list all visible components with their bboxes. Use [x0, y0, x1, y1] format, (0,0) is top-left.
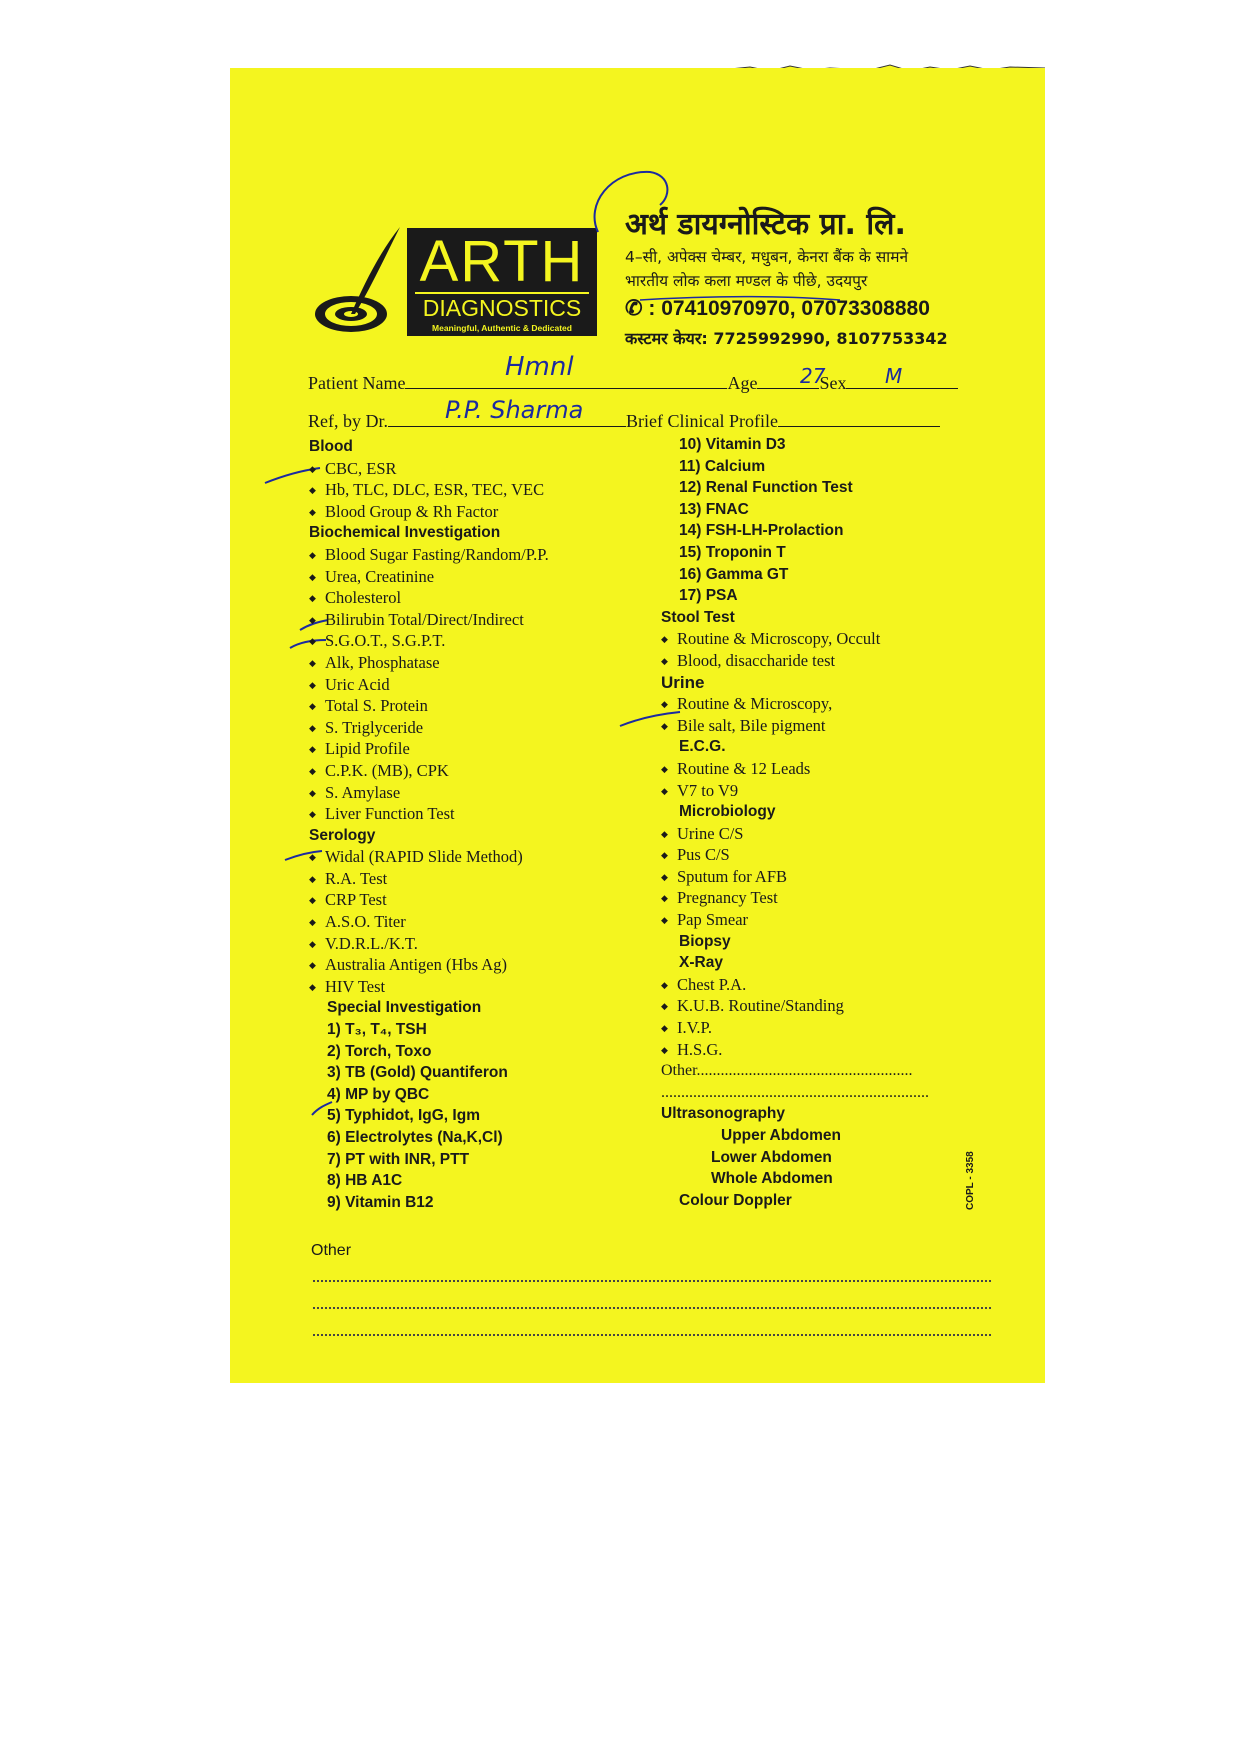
numbered-test[interactable]: 1) T₃, T₄, TSH — [327, 1021, 427, 1039]
test-item[interactable]: ◆ CRP Test — [309, 889, 629, 911]
numbered-test[interactable]: 4) MP by QBC — [327, 1085, 430, 1103]
numbered-test[interactable]: 11) Calcium — [679, 457, 766, 475]
numbered-test[interactable]: 13) FNAC — [679, 500, 749, 518]
ultrasound-item[interactable]: Upper Abdomen — [721, 1127, 841, 1144]
numbered-test[interactable]: 2) Torch, Toxo — [327, 1042, 432, 1060]
patient-name-label: Patient Name — [308, 373, 406, 393]
test-item[interactable]: ◆ Pus C/S — [661, 844, 991, 866]
sex-field[interactable] — [846, 370, 958, 389]
other-line-2[interactable] — [313, 1307, 991, 1309]
section-heading: Ultrasonography — [661, 1105, 786, 1123]
section-heading: Blood — [309, 438, 353, 455]
numbered-test[interactable]: 10) Vitamin D3 — [679, 436, 786, 453]
section-heading: Biopsy — [679, 932, 731, 950]
test-item[interactable]: ◆ C.P.K. (MB), CPK — [309, 760, 629, 782]
customer-care: कस्टमर केयर: 7725992990, 8107753342 — [625, 329, 948, 348]
section-heading: Special Investigation — [327, 999, 482, 1017]
numbered-test[interactable]: 8) HB A1C — [327, 1172, 403, 1190]
left-other-label — [311, 1242, 351, 1260]
numbered-test[interactable]: 15) Troponin T — [679, 543, 786, 561]
test-item[interactable]: ◆ Urea, Creatinine — [309, 566, 629, 588]
numbered-test[interactable]: 5) Typhidot, IgG, Igm — [327, 1107, 480, 1125]
numbered-test[interactable]: 16) Gamma GT — [679, 565, 789, 583]
test-item[interactable]: ◆ V7 to V9 — [661, 780, 991, 802]
test-item[interactable]: ◆ Bilirubin Total/Direct/Indirect — [309, 609, 629, 631]
test-item[interactable]: ◆ Total S. Protein — [309, 695, 629, 717]
sex-label: Sex — [819, 373, 847, 393]
other-line-1[interactable] — [313, 1280, 991, 1282]
patient-row — [308, 370, 958, 394]
test-item[interactable]: ◆ Routine & 12 Leads — [661, 758, 991, 780]
ref-doctor-label: Ref, by Dr. — [308, 411, 388, 431]
numbered-test[interactable]: 3) TB (Gold) Quantiferon — [327, 1064, 508, 1082]
test-item[interactable]: ◆ Cholesterol — [309, 587, 629, 609]
section-heading: X-Ray — [679, 954, 723, 972]
brand-name: ARTH — [419, 229, 585, 294]
right-test-list — [661, 434, 991, 1211]
test-item[interactable]: ◆ Urine C/S — [661, 823, 991, 845]
test-item[interactable]: ◆ Routine & Microscopy, — [661, 693, 991, 715]
brand-tagline: Meaningful, Authentic & Dedicated — [432, 323, 572, 333]
test-item[interactable]: ◆ Uric Acid — [309, 674, 629, 696]
section-heading: Stool Test — [661, 608, 735, 626]
test-item[interactable]: ◆ H.S.G. — [661, 1039, 991, 1061]
left-test-list — [309, 436, 629, 1213]
other-line-3[interactable] — [313, 1334, 991, 1336]
form-code: COPL - 3358 — [965, 1151, 976, 1210]
test-item[interactable]: ◆ K.U.B. Routine/Standing — [661, 995, 991, 1017]
ref-row — [308, 408, 940, 432]
handwritten-name: Hmnl — [505, 352, 574, 382]
section-heading: E.C.G. — [679, 738, 726, 756]
numbered-test[interactable]: 12) Renal Function Test — [679, 479, 853, 497]
phone-numbers: ✆ : 07410970970, 07073308880 — [625, 297, 930, 320]
lab-header — [625, 205, 995, 353]
handwritten-doctor: P.P. Sharma — [445, 396, 584, 424]
clinical-profile-field[interactable] — [778, 408, 940, 427]
test-item[interactable]: ◆ A.S.O. Titer — [309, 911, 629, 933]
test-item[interactable]: ◆ Hb, TLC, DLC, ESR, TEC, VEC — [309, 479, 629, 501]
numbered-test[interactable]: 14) FSH-LH-Prolaction — [679, 522, 844, 540]
test-item[interactable]: ◆ Blood Sugar Fasting/Random/P.P. — [309, 544, 629, 566]
test-item[interactable]: ◆ Liver Function Test — [309, 803, 629, 825]
brand-logo — [407, 228, 597, 336]
section-heading: Biochemical Investigation — [309, 524, 501, 542]
test-item[interactable]: ◆ Widal (RAPID Slide Method) — [309, 846, 629, 868]
test-item[interactable]: ◆ Blood, disaccharide test — [661, 650, 991, 672]
numbered-test[interactable]: 9) Vitamin B12 — [327, 1193, 434, 1211]
ultrasound-item[interactable]: Lower Abdomen — [711, 1148, 832, 1166]
test-item[interactable]: ◆ Blood Group & Rh Factor — [309, 501, 629, 523]
test-item[interactable]: ◆ Pap Smear — [661, 909, 991, 931]
section-heading: Serology — [309, 826, 376, 844]
test-item[interactable]: ◆ Lipid Profile — [309, 738, 629, 760]
test-item[interactable]: ◆ S.G.O.T., S.G.P.T. — [309, 630, 629, 652]
numbered-test[interactable]: 7) PT with INR, PTT — [327, 1150, 470, 1168]
ultrasound-item[interactable]: Colour Doppler — [679, 1191, 792, 1209]
address-line-1: 4–सी, अपेक्स चेम्बर, मधुबन, केनरा बैंक के सामने — [625, 248, 909, 266]
section-heading: Microbiology — [679, 803, 776, 821]
other-label: Other — [311, 1242, 352, 1259]
clinical-profile-label: Brief Clinical Profile — [626, 411, 778, 431]
test-item[interactable]: ◆ Australia Antigen (Hbs Ag) — [309, 954, 629, 976]
other-field[interactable]: Other...................................................... — [661, 1062, 913, 1080]
address-line-2: भारतीय लोक कला मण्डल के पीछे, उदयपुर — [625, 272, 868, 290]
test-item[interactable]: ◆ Pregnancy Test — [661, 887, 991, 909]
ultrasound-item[interactable]: Whole Abdomen — [711, 1170, 833, 1188]
test-item[interactable]: ◆ V.D.R.L./K.T. — [309, 933, 629, 955]
test-item[interactable]: ◆ R.A. Test — [309, 868, 629, 890]
brand-subtitle: DIAGNOSTICS — [415, 292, 589, 320]
test-item[interactable]: ◆ Sputum for AFB — [661, 866, 991, 888]
test-item[interactable]: ◆ S. Triglyceride — [309, 717, 629, 739]
numbered-test[interactable]: 6) Electrolytes (Na,K,Cl) — [327, 1129, 503, 1146]
handwritten-age: 27 — [800, 364, 826, 388]
lab-hindi-title: अर्थ डायग्नोस्टिक प्रा. लि. — [625, 207, 906, 242]
test-item[interactable]: ◆ HIV Test — [309, 976, 629, 998]
test-item[interactable]: ◆ CBC, ESR — [309, 458, 629, 480]
handwritten-sex: M — [885, 364, 903, 388]
test-item[interactable]: ◆ Alk, Phosphatase — [309, 652, 629, 674]
other-field-continued[interactable]: ................................................................... — [661, 1083, 929, 1101]
age-label: Age — [727, 373, 758, 393]
test-item[interactable]: ◆ Chest P.A. — [661, 974, 991, 996]
numbered-test[interactable]: 17) PSA — [679, 587, 738, 605]
test-item[interactable]: ◆ Bile salt, Bile pigment — [661, 715, 991, 737]
test-item[interactable]: ◆ I.V.P. — [661, 1017, 991, 1039]
test-item[interactable]: ◆ Routine & Microscopy, Occult — [661, 628, 991, 650]
section-heading: Urine — [661, 672, 705, 692]
test-item[interactable]: ◆ S. Amylase — [309, 782, 629, 804]
